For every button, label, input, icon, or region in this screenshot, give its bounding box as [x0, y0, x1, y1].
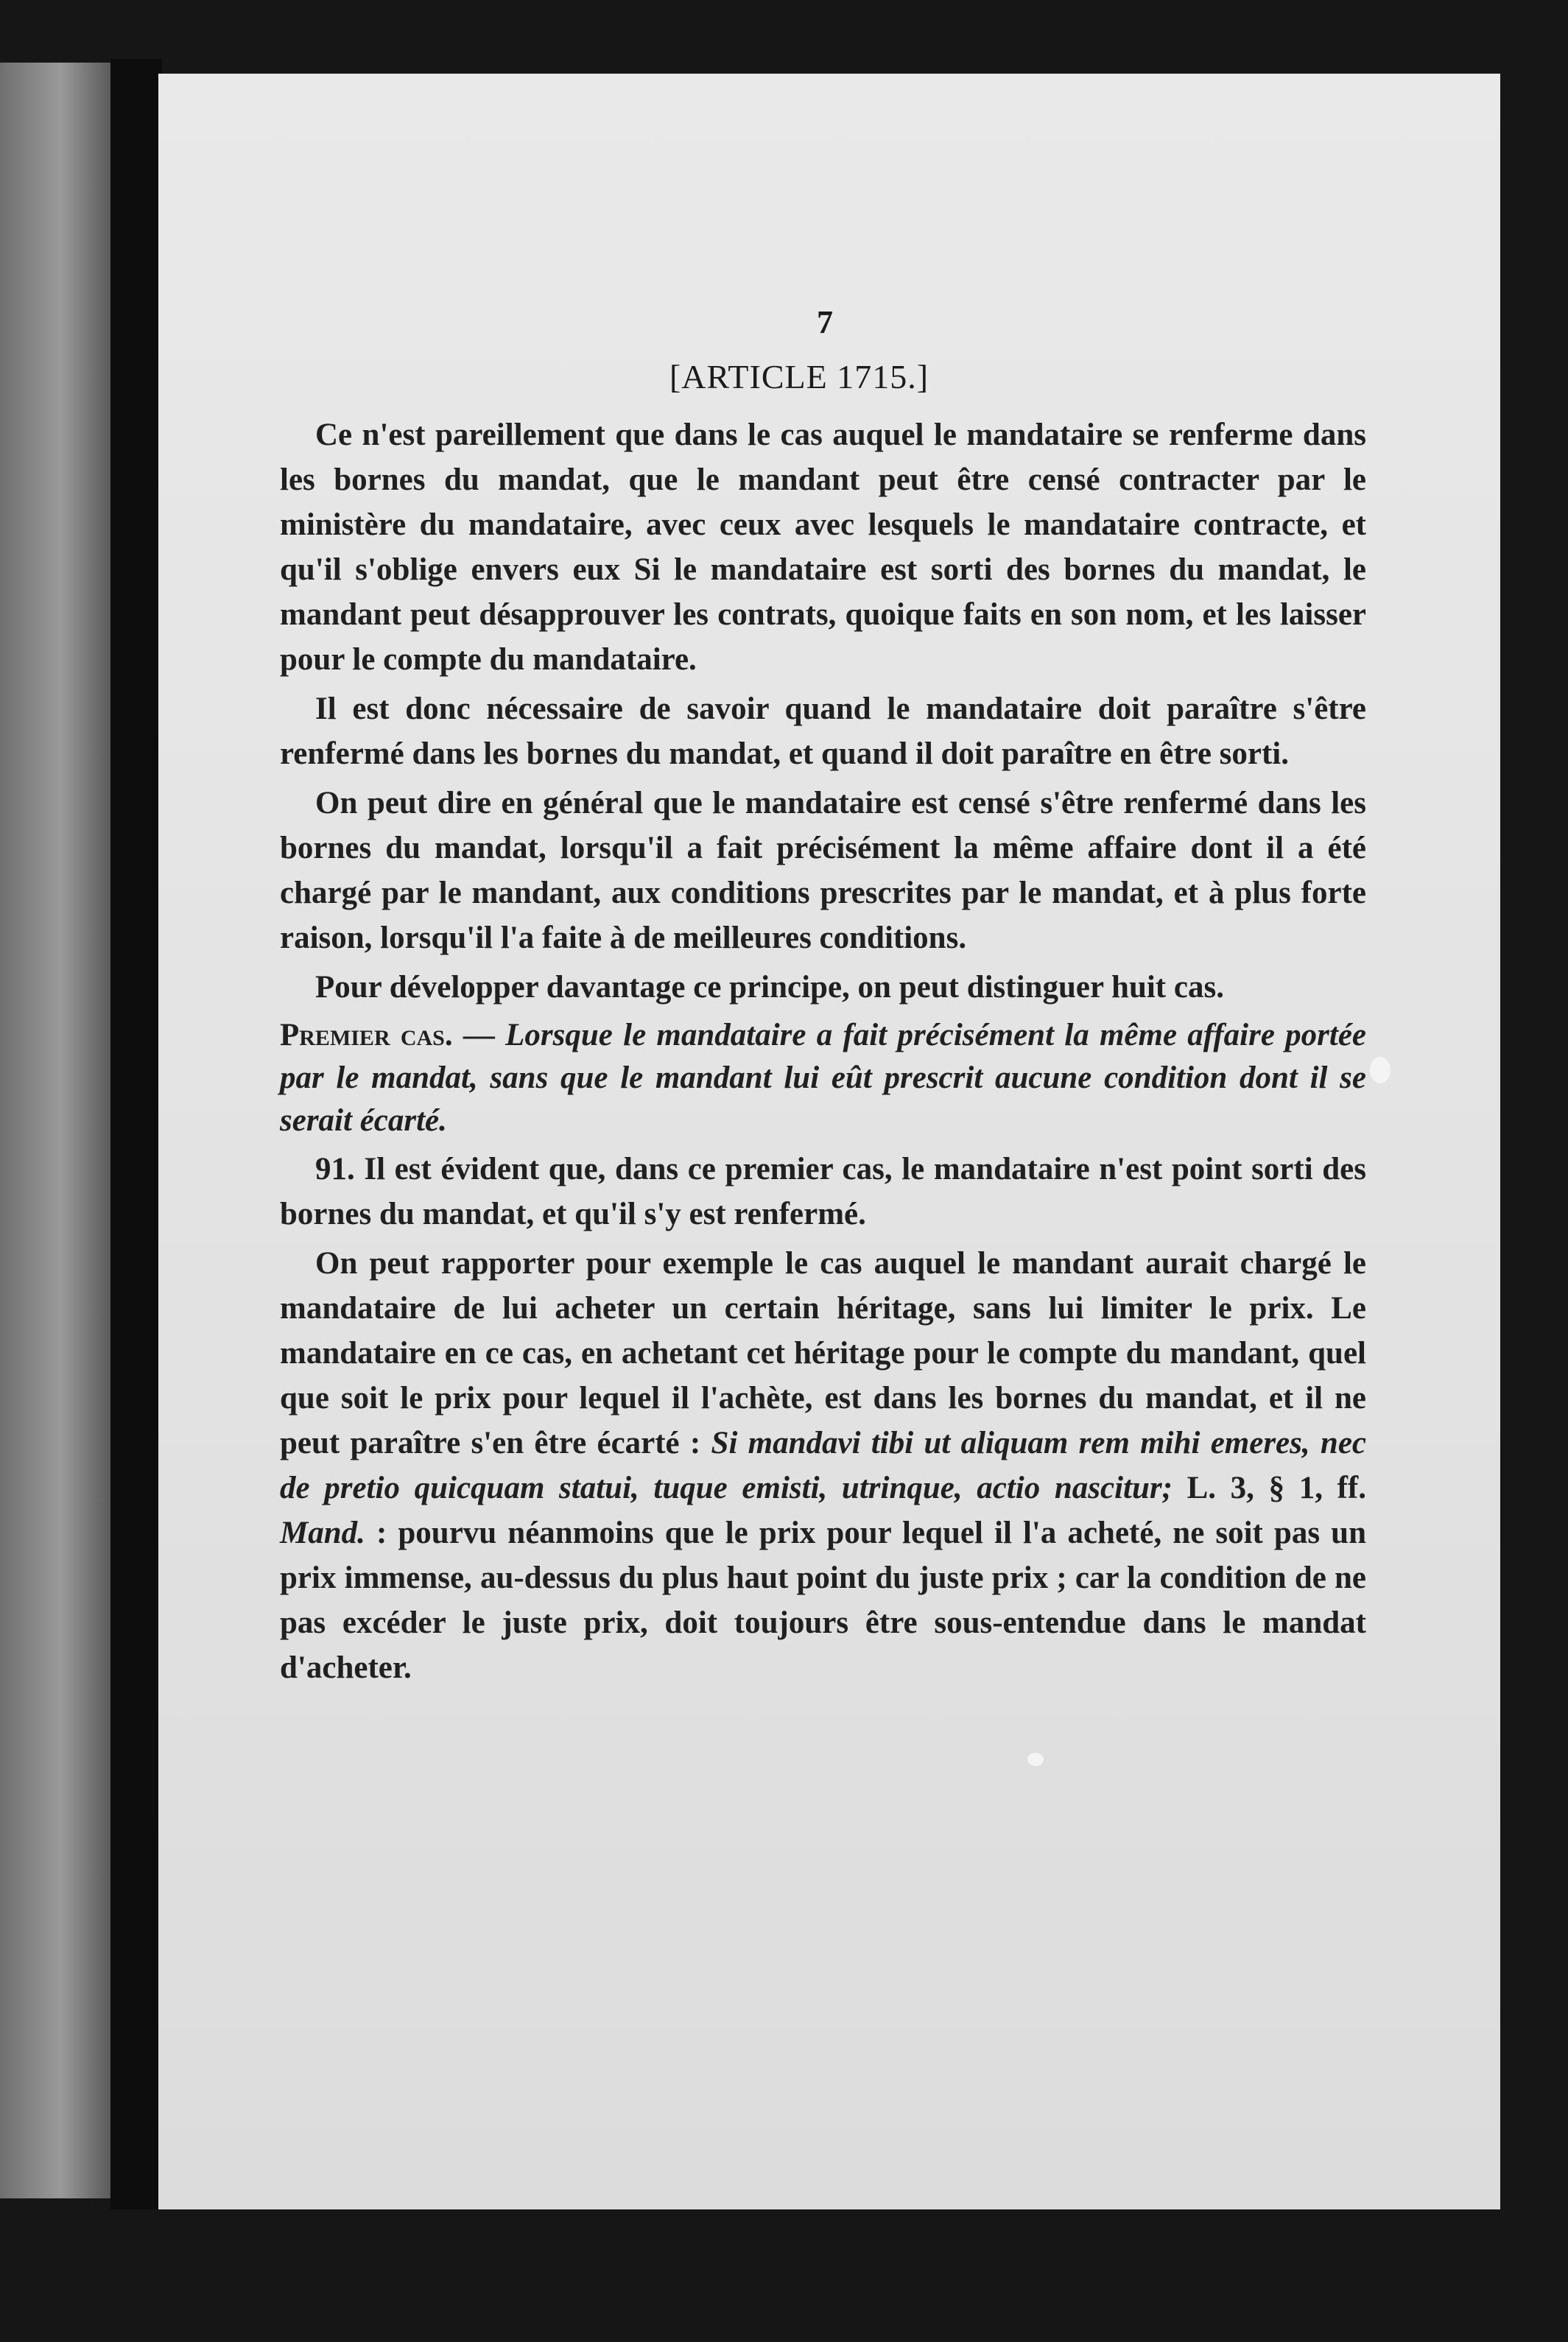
page-number: 7 [817, 304, 833, 340]
scan-speck [1370, 1057, 1391, 1083]
paragraph-91: 91. Il est évident que, dans ce premier cas, le mandataire n'est point sorti des bornes du mandat, et qu'il s'y est renfermé. [280, 1152, 1366, 1231]
paragraph-2: Il est donc nécessaire de savoir quand le mandataire doit paraître s'être renfermé dans les bornes du mandat, et quand il doit paraître en être sorti. [280, 692, 1366, 771]
running-head: [ARTICLE 1715.] [669, 358, 929, 395]
paragraph-4: Pour développer davantage ce principe, on peut distinguer huit cas. [315, 970, 1224, 1005]
heading-case-label: Premier cas. — [280, 1018, 495, 1052]
scanned-page [158, 74, 1500, 2209]
citation-title: Mand. [280, 1516, 365, 1550]
facing-page-edge [0, 63, 110, 2198]
legal-citation: L. 3, § 1, ff. [1186, 1471, 1366, 1505]
example-text-end: : pourvu néanmoins que le prix pour lequel il l'a acheté, ne soit pas un prix immense, au-dessus du plus haut point du juste prix ; car la condition de ne pas excéder le juste prix, doit toujours être sous-entendue dans le mandat d'acheter. [280, 1516, 1366, 1685]
example-text-start: On peut rapporter pour exemple le cas auquel le mandant aurait chargé le mandataire de lui acheter un certain héritage, sans lui limiter le prix. Le mandataire en ce cas, en achetant cet héritage pour le compte du mandant, quel que soit le prix pour lequel il l'achète, est dans les bornes du mandat, et il ne peut paraître s'en être écarté : [280, 1246, 1366, 1460]
paragraph-3: On peut dire en général que le mandataire est censé s'être renfermé dans les bornes du mandat, lorsqu'il a fait précisément la même affaire dont il a été chargé par le mandant, aux conditions prescrites par le mandat, et à plus forte raison, lorsqu'il l'a faite à de meilleures conditions. [280, 786, 1366, 955]
body-text [280, 412, 1366, 1695]
paragraph-1: Ce n'est pareillement que dans le cas auquel le mandataire se renferme dans les bornes du mandat, que le mandant peut être censé contracter par le ministère du mandataire, avec ceux avec lesquels le mandataire contracte, et qu'il s'oblige envers eux Si le mandataire est sorti des bornes du mandat, le mandant peut désapprouver les contrats, quoique faits en son nom, et les laisser pour le compte du mandataire. [280, 418, 1366, 677]
book-gutter [110, 59, 162, 2209]
scan-speck [1027, 1753, 1044, 1766]
latin-quotation: Si mandavi tibi ut aliquam rem mihi emeres, nec de pretio quicquam statui, tuque emisti, utrinque, actio nascitur; [280, 1426, 1366, 1505]
section-heading [280, 1014, 1366, 1142]
paragraph-example [280, 1241, 1366, 1690]
heading-title: Lorsque le mandataire a fait précisément la même affaire portée par le mandat, sans que le mandant lui eût prescrit aucune condition dont il se serait écarté. [280, 1018, 1367, 1138]
